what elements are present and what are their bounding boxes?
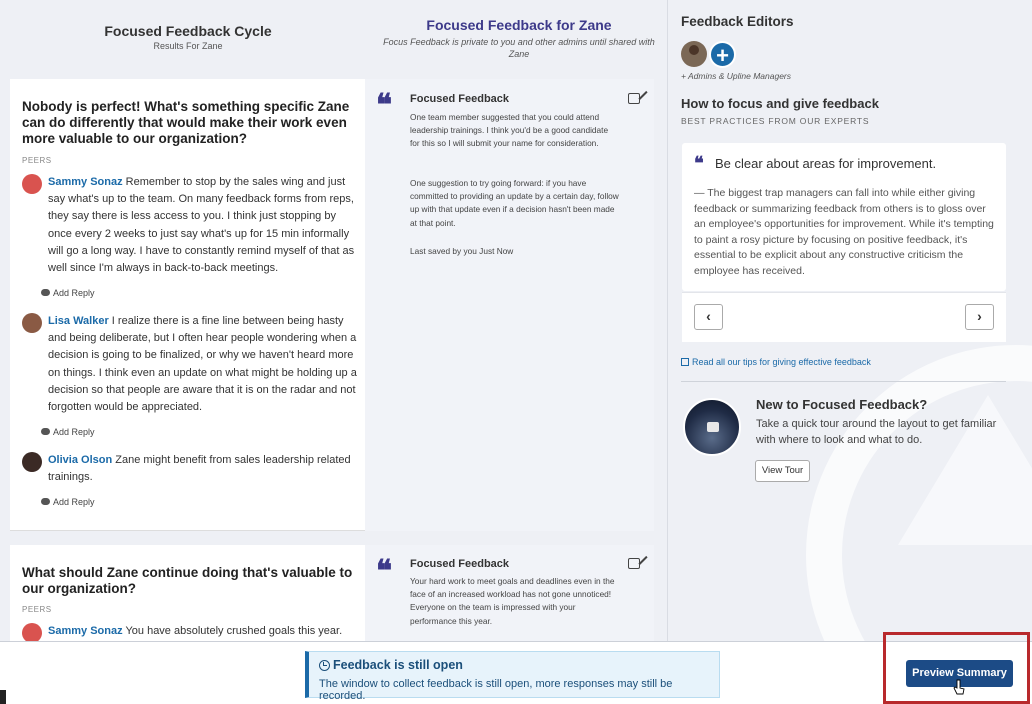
read-all-label: Read all our tips for giving effective feedback	[692, 357, 871, 367]
comment-text	[48, 313, 357, 416]
reply-label: Add Reply	[53, 497, 95, 507]
edit-icon[interactable]	[628, 558, 640, 569]
avatar	[22, 623, 42, 643]
add-editor-button[interactable]: +	[709, 41, 736, 68]
commenter-name[interactable]: Olivia Olson	[48, 454, 113, 466]
tour-image	[683, 398, 741, 456]
focused-feedback-title: Focused Feedback	[410, 558, 510, 570]
feedback-open-alert	[305, 651, 720, 702]
quote-icon: ❝	[376, 554, 393, 589]
comment-body: I realize there is a fine line between being hasty and being deliberate, but I often hear people wondering when a decision is going to be finalized, or why we haven't heard more on things. I think even an update on what might be holding up a decision so that people are aware that it is on the radar and not forgotten would be appreciated.	[48, 315, 357, 414]
add-reply-link[interactable]	[41, 288, 95, 298]
cycle-subtitle: Results For Zane	[153, 41, 223, 51]
commenter-name[interactable]: Sammy Sonaz	[48, 176, 123, 188]
read-all-tips-link[interactable]	[681, 357, 871, 367]
editors-title: Feedback Editors	[681, 14, 794, 29]
focused-feedback-card	[365, 545, 654, 641]
preview-summary-button[interactable]: Preview Summary	[906, 660, 1013, 687]
window-edge	[0, 690, 6, 704]
alert-title: Feedback is still open	[333, 658, 463, 672]
focused-title: Focused Feedback for Zane	[426, 17, 612, 33]
add-reply-link[interactable]	[41, 427, 95, 437]
cycle-title: Focused Feedback Cycle	[104, 23, 272, 39]
add-reply-link[interactable]	[41, 497, 95, 507]
focused-feedback-text: One team member suggested that you could attend leadership trainings. I think you'd be a good candidate for this so I will submit your name for consideration.	[410, 112, 609, 149]
comment-text	[48, 623, 357, 640]
edit-icon[interactable]	[628, 93, 640, 104]
commenter-name[interactable]: Lisa Walker	[48, 315, 109, 327]
next-tip-button[interactable]: ›	[965, 304, 994, 330]
tour-text: Take a quick tour around the layout to get familiar with where to look and what to do.	[756, 418, 997, 446]
alert-text: The window to collect feedback is still open, more responses may still be recorded.	[319, 678, 673, 702]
admins-note: + Admins & Upline Managers	[681, 71, 792, 81]
comment-body: You have absolutely crushed goals this year.	[125, 625, 343, 637]
cycle-header	[10, 0, 366, 78]
divider	[681, 381, 1006, 382]
question-card	[10, 79, 365, 531]
avatar	[22, 452, 42, 472]
tip-navigation	[682, 292, 1006, 342]
bottom-bar	[0, 641, 1032, 704]
avatar	[22, 313, 42, 333]
tip-heading: Be clear about areas for improvement.	[715, 156, 937, 171]
focused-feedback-text: Your hard work to meet goals and deadlines even in the face of an increased workload has not gone unnoticed! Everyone on the team is impressed with your performance this year.	[410, 576, 615, 626]
focused-feedback-card	[365, 79, 654, 531]
commenter-name[interactable]: Sammy Sonaz	[48, 625, 123, 637]
clock-icon	[319, 660, 330, 671]
tour-title: New to Focused Feedback?	[756, 397, 928, 412]
external-link-icon	[681, 358, 689, 366]
last-saved: Last saved by you Just Now	[410, 246, 514, 256]
quote-icon: ❝	[376, 88, 393, 123]
quote-icon: ❝	[694, 153, 704, 174]
comment-body: Zane might benefit from sales leadership related trainings.	[48, 454, 351, 484]
avatar	[22, 174, 42, 194]
focused-subtitle: Focus Feedback is private to you and other admins until shared with Zane	[383, 37, 655, 59]
howto-title: How to focus and give feedback	[681, 96, 879, 111]
question-title: What should Zane continue doing that's valuable to our organization?	[22, 565, 353, 596]
howto-subtitle: BEST PRACTICES FROM OUR EXPERTS	[681, 116, 870, 126]
comment-text	[48, 174, 357, 277]
focused-feedback-title: Focused Feedback	[410, 93, 510, 105]
comment-body: Remember to stop by the sales wing and just say what's up to the team. On many feedback forms from reps, they say there is less access to you. I think just stopping by once every 2 weeks to just say what's up for 15 min informally will go a long way. I have to constantly remind myself of that as well since I'm always in back-to-back meetings.	[48, 176, 355, 275]
reply-label: Add Reply	[53, 427, 95, 437]
right-panel	[667, 0, 1032, 641]
comment-icon	[41, 428, 50, 435]
group-label: PEERS	[22, 605, 52, 614]
comment-text	[48, 452, 357, 486]
focused-header	[371, 0, 667, 78]
tip-text: — The biggest trap managers can fall into while either giving feedback or summarizing feedback from others is to gloss over an employee's opportunities for improvement. While it's tempting to paint a rosy picture by focusing on positive feedback, it's essential to be explicit about any constructive criticism the employee has received.	[694, 187, 994, 277]
hand-cursor-icon	[953, 679, 965, 696]
question-card	[10, 545, 365, 641]
view-tour-button[interactable]: View Tour	[755, 460, 810, 482]
question-title: Nobody is perfect! What's something specific Zane can do differently that would make their work even more valuable to our organization?	[22, 99, 350, 146]
prev-tip-button[interactable]: ‹	[694, 304, 723, 330]
focused-feedback-text: One suggestion to try going forward: if you have committed to providing an update by a certain day, follow up with that update even if a decision hasn't been made at that point.	[410, 178, 619, 228]
group-label: PEERS	[22, 156, 52, 165]
comment-icon	[41, 498, 50, 505]
editor-avatar	[681, 41, 707, 67]
reply-label: Add Reply	[53, 288, 95, 298]
comment-icon	[41, 289, 50, 296]
tip-card	[682, 143, 1006, 291]
